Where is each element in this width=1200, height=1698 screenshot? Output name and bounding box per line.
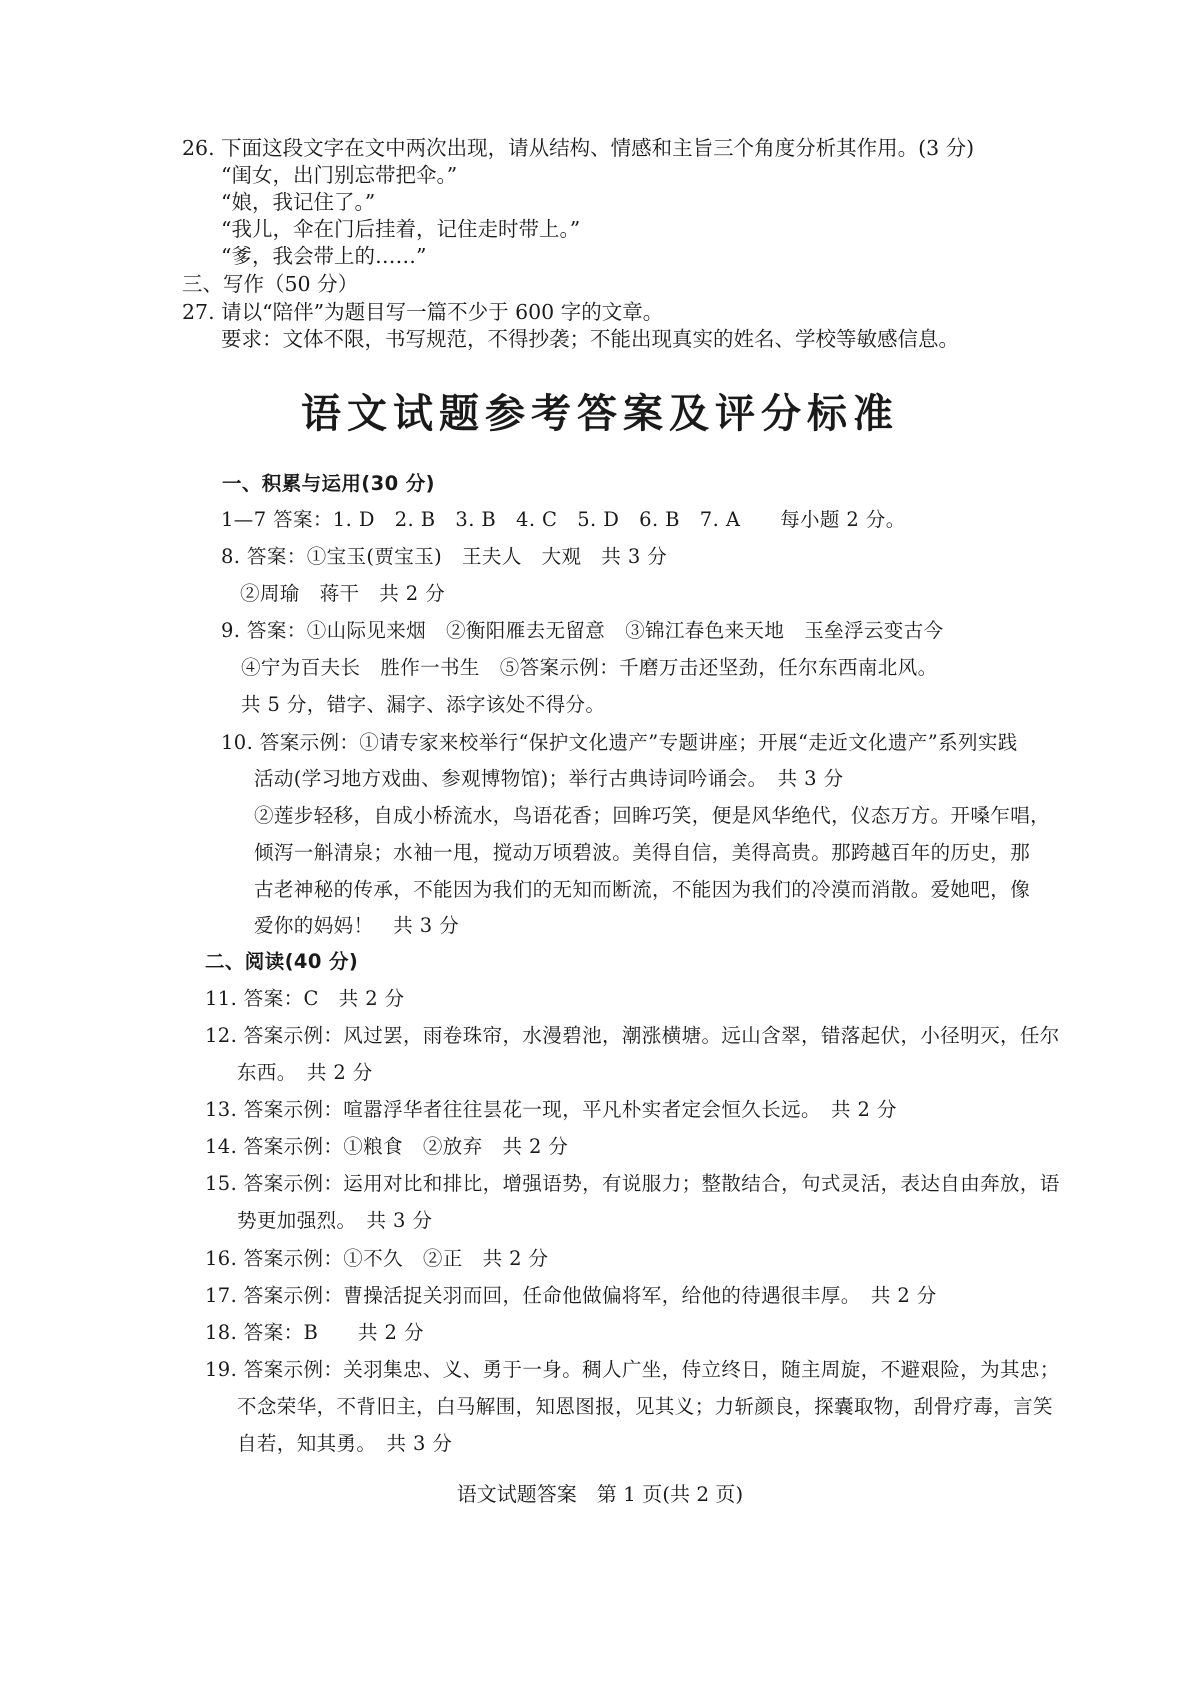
answer-14: 14. 答案示例：①粮食 ②放弃 共 2 分 — [205, 1135, 569, 1158]
answer-15-line-1: 15. 答案示例：运用对比和排比，增强语势，有说服力；整散结合，句式灵活，表达自由奔放，语 — [205, 1172, 1060, 1195]
section-writing-heading: 三、写作（50 分） — [182, 272, 359, 296]
q26-quote-3: “我儿，伞在门后挂着，记住走时带上。” — [221, 217, 581, 241]
answer-13: 13. 答案示例：喧嚣浮华者往往昙花一现，平凡朴实者定会恒久长远。 共 2 分 — [205, 1098, 897, 1121]
answer-1-7: 1—7 答案：1. D 2. B 3. B 4. C 5. D 6. B 7. A 每小题 2 分。 — [221, 508, 906, 531]
answer-19-line-2: 不念荣华，不背旧主，白马解围，知恩图报，见其义；力斩颜良，探囊取物，刮骨疗毒，言笑 — [237, 1395, 1053, 1418]
answer-11: 11. 答案：C 共 2 分 — [205, 987, 405, 1010]
answer-9-line-2: ④宁为百夫长 胜作一书生 ⑤答案示例：千磨万击还坚劲，任尔东西南北风。 — [241, 656, 938, 679]
q27-stem: 27. 请以“陪伴”为题目写一篇不少于 600 字的文章。 — [182, 300, 664, 324]
q26-quote-2: “娘，我记住了。” — [221, 190, 376, 214]
answer-8-line-1: 8. 答案：①宝玉(贾宝玉) 王夫人 大观 共 3 分 — [221, 545, 668, 568]
answer-19-line-1: 19. 答案示例：关羽集忠、义、勇于一身。稠人广坐，侍立终日，随主周旋，不避艰险，为其忠； — [205, 1358, 1060, 1381]
q26-quote-1: “闺女，出门别忘带把伞。” — [221, 163, 458, 187]
answer-16: 16. 答案示例：①不久 ②正 共 2 分 — [205, 1247, 549, 1270]
part1-heading: 一、积累与运用(30 分) — [222, 472, 435, 495]
answer-9-line-1: 9. 答案：①山际见来烟 ②衡阳雁去无留意 ③锦江春色来天地 玉垒浮云变古今 — [221, 619, 944, 642]
q26-quote-4: “爹，我会带上的……” — [221, 244, 427, 268]
part2-heading: 二、阅读(40 分) — [205, 950, 359, 973]
answer-10-line-3: ②莲步轻移，自成小桥流水，鸟语花香；回眸巧笑，便是风华绝代，仪态万方。开嗓乍唱， — [254, 804, 1051, 827]
answer-19-line-3: 自若，知其勇。 共 3 分 — [237, 1432, 453, 1455]
answer-title: 语文试题参考答案及评分标准 — [301, 391, 899, 437]
answer-15-line-2: 势更加强烈。 共 3 分 — [237, 1209, 433, 1232]
answer-10-line-2: 活动(学习地方戏曲、参观博物馆)；举行古典诗词吟诵会。 共 3 分 — [254, 767, 844, 790]
answer-10-line-5: 古老神秘的传承，不能因为我们的无知而断流，不能因为我们的冷漠而消散。爱她吧，像 — [254, 878, 1031, 901]
answer-12-line-1: 12. 答案示例：风过罢，雨卷珠帘，水漫碧池，潮涨横塘。远山含翠，错落起伏，小径明灭，任尔 — [205, 1024, 1060, 1047]
answer-12-line-2: 东西。 共 2 分 — [237, 1061, 373, 1084]
answer-10-line-1: 10. 答案示例：①请专家来校举行“保护文化遗产”专题讲座；开展“走近文化遗产”系列实践 — [221, 731, 1018, 754]
answer-10-line-4: 倾泻一斛清泉；水袖一甩，搅动万顷碧波。美得自信，美得高贵。那跨越百年的历史，那 — [254, 841, 1031, 864]
q27-requirements: 要求：文体不限，书写规范，不得抄袭；不能出现真实的姓名、学校等敏感信息。 — [221, 327, 959, 351]
answer-8-line-2: ②周瑜 蒋干 共 2 分 — [240, 582, 446, 605]
answer-10-line-6: 爱你的妈妈！ 共 3 分 — [254, 914, 460, 937]
page-footer: 语文试题答案 第 1 页(共 2 页) — [456, 1482, 744, 1506]
answer-17: 17. 答案示例：曹操活捉关羽而回，任命他做偏将军，给他的待遇很丰厚。 共 2 分 — [205, 1284, 937, 1307]
answer-18: 18. 答案：B 共 2 分 — [205, 1321, 424, 1344]
answer-9-line-3: 共 5 分，错字、漏字、添字该处不得分。 — [241, 693, 606, 716]
q26-stem: 26. 下面这段文字在文中两次出现，请从结构、情感和主旨三个角度分析其作用。(3 分) — [182, 136, 975, 160]
